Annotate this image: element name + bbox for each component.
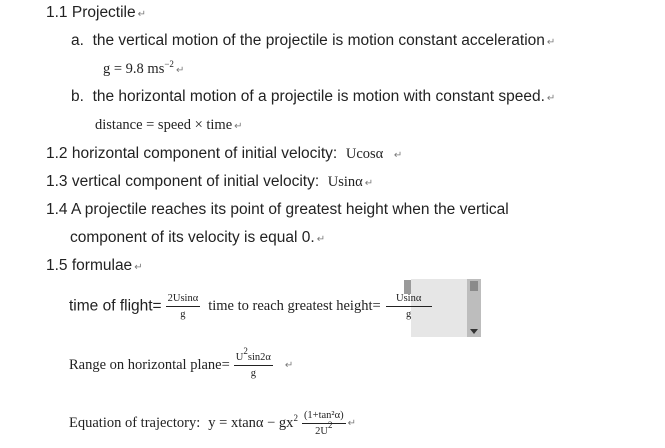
section-1-3 <box>46 173 373 191</box>
flight-fraction <box>166 291 201 322</box>
range-fraction <box>234 346 273 381</box>
trajectory-fraction <box>302 408 346 439</box>
greatest-denominator: g <box>406 309 412 320</box>
range-formula <box>69 346 294 381</box>
distance-equation <box>95 117 243 134</box>
gravity-equation <box>103 61 184 78</box>
paragraph-mark: ↵ <box>175 65 185 76</box>
paragraph-mark: ↵ <box>137 9 147 20</box>
greatest-height-label: time to reach greatest height= <box>208 298 381 314</box>
list-item-b <box>71 88 555 106</box>
section-1-5 <box>46 257 143 275</box>
paragraph-mark: ↵ <box>364 178 374 189</box>
section-number: 1.2 <box>46 145 68 162</box>
section-1-4-continued <box>70 229 325 247</box>
gravity-exponent: −2 <box>164 59 174 69</box>
paragraph-mark: ↵ <box>347 418 356 429</box>
section-1-4 <box>46 201 509 219</box>
section-number: 1.5 <box>46 257 68 274</box>
greatest-height-fraction <box>386 291 432 322</box>
section-text-line2: component of its velocity is equal 0. <box>70 229 315 246</box>
section-title: formulae <box>71 257 133 274</box>
time-formulas-row <box>69 291 432 322</box>
paragraph-mark: ↵ <box>393 150 403 161</box>
list-text: the horizontal motion of a projectile is motion with constant speed. <box>92 88 545 105</box>
section-number: 1.3 <box>46 173 68 190</box>
equation-scrollbar[interactable] <box>467 279 481 337</box>
range-numerator: $U^2\sin 2\alpha$ <box>234 350 273 366</box>
flight-label: time of flight= <box>69 297 162 315</box>
section-title: Projectile <box>71 4 136 21</box>
chevron-down-icon[interactable] <box>470 329 478 334</box>
flight-denominator: g <box>180 309 186 320</box>
range-label: Range on horizontal plane= <box>69 357 230 373</box>
section-number: 1.4 <box>46 201 68 218</box>
paragraph-mark: ↵ <box>134 262 143 273</box>
flight-numerator: 2Usinα <box>166 291 201 307</box>
horizontal-formula: Ucosα <box>345 146 384 162</box>
section-text: horizontal component of initial velocity: <box>71 145 338 162</box>
list-letter: b. <box>71 88 84 105</box>
range-denominator: g <box>250 368 256 379</box>
list-text: the vertical motion of the projectile is motion constant acceleration <box>92 32 545 49</box>
paragraph-mark: ↵ <box>234 121 243 132</box>
vertical-formula: Usinα <box>327 174 363 190</box>
trajectory-denominator: $2U^2$ <box>315 420 333 437</box>
list-letter: a. <box>71 32 84 49</box>
paragraph-mark: ↵ <box>546 37 556 48</box>
section-1-2 <box>46 145 402 163</box>
grip-icon[interactable] <box>470 281 478 291</box>
section-number: 1.1 <box>46 4 68 21</box>
section-text-line1: A projectile reaches its point of greatest height when the vertical <box>71 201 509 218</box>
section-1-1 <box>46 4 146 22</box>
paragraph-mark: ↵ <box>284 360 294 371</box>
paragraph-mark: ↵ <box>316 234 326 245</box>
trajectory-formula <box>69 408 356 439</box>
greatest-numerator: Usinα <box>386 291 432 307</box>
gravity-lhs: g = 9.8 ms <box>103 61 165 77</box>
trajectory-label: Equation of trajectory: <box>69 415 201 431</box>
section-text: vertical component of initial velocity: <box>71 173 320 190</box>
trajectory-expression: $y = xtan\alpha - gx^2$ <box>208 413 298 431</box>
list-item-a <box>71 32 555 50</box>
trajectory-numerator: (1+tan²α) <box>302 408 346 424</box>
paragraph-mark: ↵ <box>546 93 556 104</box>
distance-text: distance = speed × time <box>95 117 233 133</box>
